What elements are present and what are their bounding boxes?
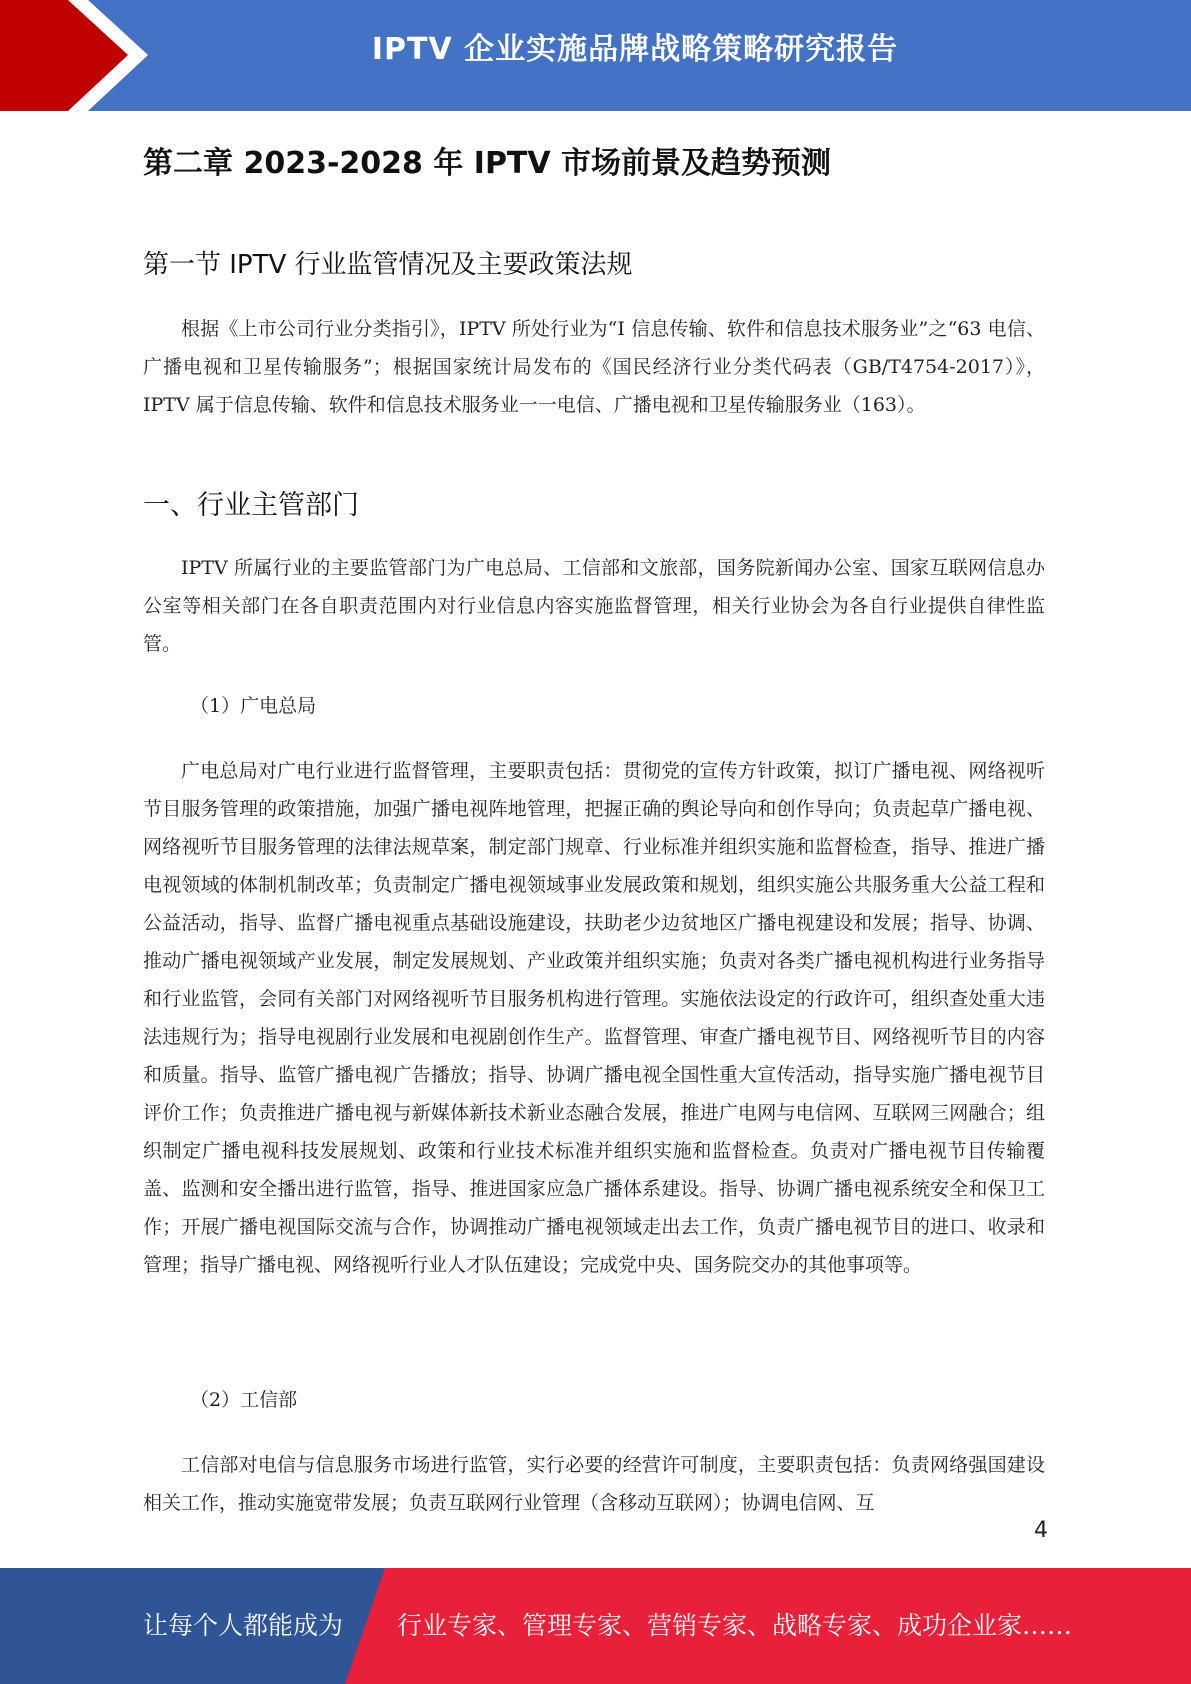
page-footer [0, 1568, 1191, 1684]
page-number: 4 [1034, 1518, 1048, 1543]
header-arrow-decoration [0, 0, 160, 111]
subheading-miit: （2）工信部 [190, 1389, 298, 1411]
paragraph-miit-duties: 工信部对电信与信息服务市场进行监管，实行必要的经营许可制度，主要职责包括：负责网络强国建设相关工作，推动实施宽带发展；负责互联网行业管理（含移动互联网）；协调电信网、互 [143, 1454, 1045, 1514]
subheading-nrta: （1）广电总局 [190, 695, 317, 717]
footer-slogan-left: 让每个人都能成为 [143, 1611, 344, 1640]
section-title: 第一节 IPTV 行业监管情况及主要政策法规 [143, 250, 633, 280]
page-header [0, 0, 1191, 111]
chapter-title: 第二章 2023-2028 年 IPTV 市场前景及趋势预测 [143, 146, 832, 181]
footer-slogan-right: 行业专家、管理专家、营销专家、战略专家、成功企业家…… [397, 1611, 1073, 1640]
paragraph-regulators: IPTV 所属行业的主要监管部门为广电总局、工信部和文旅部，国务院新闻办公室、国家互联网信息办公室等相关部门在各自职责范围内对行业信息内容实施监督管理，相关行业协会为各自行业提供自律性监管。 [143, 557, 1045, 655]
heading-regulators: 一、行业主管部门 [143, 490, 359, 521]
header-title: IPTV 企业实施品牌战略策略研究报告 [371, 32, 899, 67]
paragraph-classification: 根据《上市公司行业分类指引》，IPTV 所处行业为“I 信息传输、软件和信息技术服务业”之“63 电信、广播电视和卫星传输服务”；根据国家统计局发布的《国民经济行业分类代码表（GB/T4754-2017）》，IPTV 属于信息传输、软件和信息技术服务业一一电信、广播电视和卫星传输服务业（163）。 [143, 318, 1045, 416]
paragraph-nrta-duties: 广电总局对广电行业进行监督管理，主要职责包括：贯彻党的宣传方针政策，拟订广播电视、网络视听节目服务管理的政策措施，加强广播电视阵地管理，把握正确的舆论导向和创作导向；负责起草广播电视、网络视听节目服务管理的法律法规草案，制定部门规章、行业标准并组织实施和监督检查，指导、推进广播电视领域的体制机制改革；负责制定广播电视领域事业发展政策和规划，组织实施公共服务重大公益工程和公益活动，指导、监督广播电视重点基础设施建设，扶助老少边贫地区广播电视建设和发展；指导、协调、推动广播电视领域产业发展，制定发展规划、产业政策并组织实施；负责对各类广播电视机构进行业务指导和行业监管，会同有关部门对网络视听节目服务机构进行管理。实施依法设定的行政许可，组织查处重大违法违规行为；指导电视剧行业发展和电视剧创作生产。监督管理、审查广播电视节目、网络视听节目的内容和质量。指导、监管广播电视广告播放；指导、协调广播电视全国性重大宣传活动，指导实施广播电视节目评价工作；负责推进广播电视与新媒体新技术新业态融合发展，推进广电网与电信网、互联网三网融合；组织制定广播电视科技发展规划、政策和行业技术标准并组织实施和监督检查。负责对广播电视节目传输覆盖、监测和安全播出进行监管，指导、推进国家应急广播体系建设。指导、协调广播电视系统安全和保卫工作；开展广播电视国际交流与合作，协调推动广播电视领域走出去工作，负责广播电视节目的进口、收录和管理；指导广播电视、网络视听行业人才队伍建设；完成党中央、国务院交办的其他事项等。 [143, 760, 1045, 1276]
